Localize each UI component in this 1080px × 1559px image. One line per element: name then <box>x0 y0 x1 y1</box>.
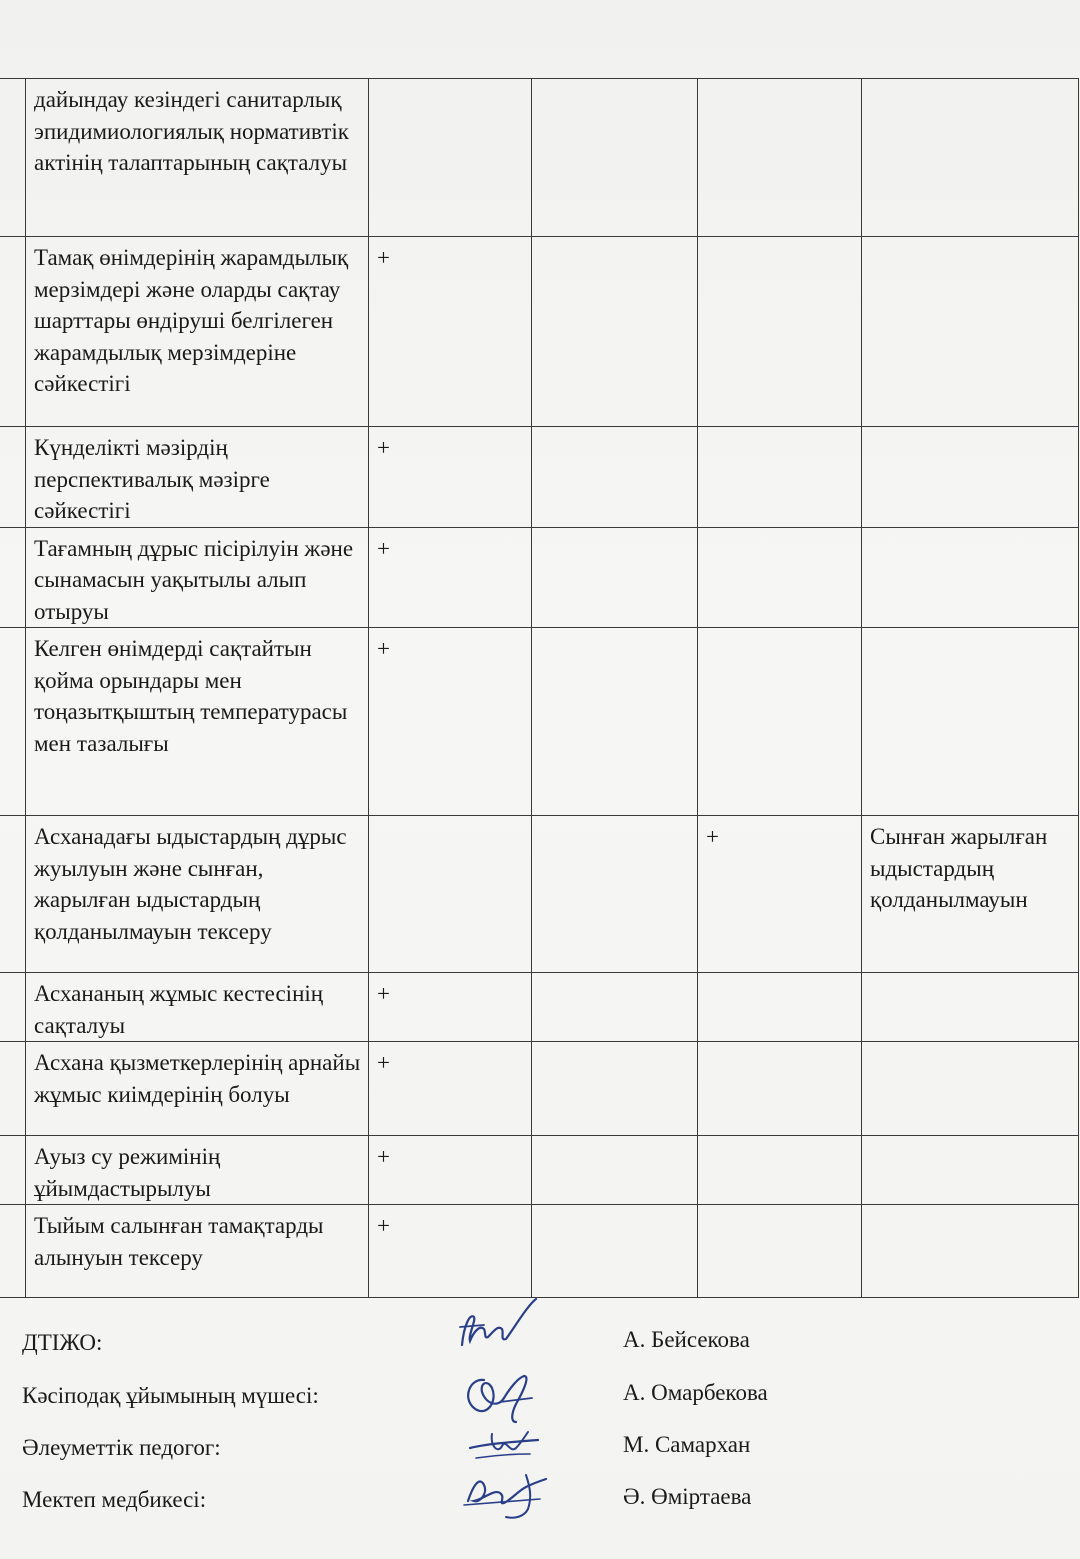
mark-cell: + <box>369 628 532 816</box>
criterion-cell: Тамақ өнімдерінің жарамдылық мерзімдері және оларды сақтау шарттары өндіруші белгілеген жарамдылық мерзімдеріне сәйкестігі <box>26 237 369 427</box>
criterion-cell: дайындау кезіндегі санитарлық эпидимиологиялық нормативтік актінің талаптарының сақталуы <box>26 79 369 237</box>
mark-cell <box>698 427 862 528</box>
row-number-cell <box>0 237 26 427</box>
mark-cell <box>532 427 698 528</box>
mark-cell: + <box>369 1205 532 1298</box>
mark-cell: + <box>369 973 532 1042</box>
note-cell: Сынған жарылған ыдыстардың қолданылмауын <box>862 816 1079 973</box>
note-cell <box>862 527 1079 628</box>
handwritten-signature <box>440 1295 570 1355</box>
mark-cell <box>698 1042 862 1136</box>
table-row <box>0 1042 1079 1136</box>
mark-cell <box>698 527 862 628</box>
note-cell <box>862 1042 1079 1136</box>
criterion-cell: Келген өнімдерді сақтайтын қойма орындары мен тоңазытқыштың температурасы мен тазалығы <box>26 628 369 816</box>
row-number-cell <box>0 816 26 973</box>
mark-cell <box>698 79 862 237</box>
table-row <box>0 628 1079 816</box>
row-number-cell <box>0 427 26 528</box>
mark-cell <box>369 79 532 237</box>
table-row <box>0 816 1079 973</box>
note-cell <box>862 973 1079 1042</box>
signatory-name: М. Самархан <box>623 1432 751 1457</box>
criterion-cell: Тыйым салынған тамақтарды алынуын тексеру <box>26 1205 369 1298</box>
mark-cell <box>532 1136 698 1205</box>
mark-cell: + <box>369 427 532 528</box>
note-cell <box>862 237 1079 427</box>
note-cell <box>862 628 1079 816</box>
mark-cell <box>532 1042 698 1136</box>
criterion-cell: Күнделікті мәзірдің перспективалық мәзірге сәйкестігі <box>26 427 369 528</box>
criterion-cell: Асханадағы ыдыстардың дұрыс жуылуын және сынған, жарылған ыдыстардың қолданылмауын тексеру <box>26 816 369 973</box>
mark-cell <box>698 973 862 1042</box>
mark-cell <box>369 816 532 973</box>
criterion-cell: Тағамның дұрыс пісірілуін және сынамасын уақытылы алып отыруы <box>26 527 369 628</box>
table-row <box>0 1136 1079 1205</box>
row-number-cell <box>0 527 26 628</box>
row-number-cell <box>0 1205 26 1298</box>
row-number-cell <box>0 973 26 1042</box>
mark-cell: + <box>698 816 862 973</box>
row-number-cell <box>0 79 26 237</box>
mark-cell <box>698 1205 862 1298</box>
mark-cell <box>532 527 698 628</box>
row-number-cell <box>0 1042 26 1136</box>
table-row <box>0 427 1079 528</box>
signatory-role: Әлеуметтік педогог: <box>22 1435 221 1460</box>
mark-cell <box>698 1136 862 1205</box>
mark-cell: + <box>369 1042 532 1136</box>
signatory-role: Кәсіподақ ұйымының мүшесі: <box>22 1383 319 1408</box>
mark-cell: + <box>369 527 532 628</box>
criterion-cell: Асхана қызметкерлерінің арнайы жұмыс киімдерінің болуы <box>26 1042 369 1136</box>
row-number-cell <box>0 1136 26 1205</box>
table-row <box>0 973 1079 1042</box>
signatory-role: ДТІЖО: <box>22 1330 103 1355</box>
criterion-cell: Ауыз су режимінің ұйымдастырылуы <box>26 1136 369 1205</box>
note-cell <box>862 79 1079 237</box>
handwritten-signature <box>440 1463 570 1523</box>
table-row <box>0 1205 1079 1298</box>
mark-cell <box>532 1205 698 1298</box>
criterion-cell: Асхананың жұмыс кестесінің сақталуы <box>26 973 369 1042</box>
mark-cell <box>698 237 862 427</box>
signatory-role: Мектеп медбикесі: <box>22 1487 207 1512</box>
signature-block <box>0 1300 1080 1550</box>
note-cell <box>862 1205 1079 1298</box>
signatory-name: Ә. Өміртаева <box>623 1484 752 1509</box>
mark-cell: + <box>369 237 532 427</box>
signatory-name: А. Омарбекова <box>623 1380 768 1405</box>
row-number-cell <box>0 628 26 816</box>
mark-cell <box>532 973 698 1042</box>
mark-cell <box>532 79 698 237</box>
mark-cell <box>532 816 698 973</box>
mark-cell <box>532 237 698 427</box>
signatory-name: А. Бейсекова <box>623 1327 750 1352</box>
mark-cell: + <box>369 1136 532 1205</box>
table-row <box>0 79 1079 237</box>
table-row <box>0 527 1079 628</box>
table-row <box>0 237 1079 427</box>
inspection-table <box>0 78 1079 1298</box>
mark-cell <box>532 628 698 816</box>
note-cell <box>862 1136 1079 1205</box>
note-cell <box>862 427 1079 528</box>
mark-cell <box>698 628 862 816</box>
